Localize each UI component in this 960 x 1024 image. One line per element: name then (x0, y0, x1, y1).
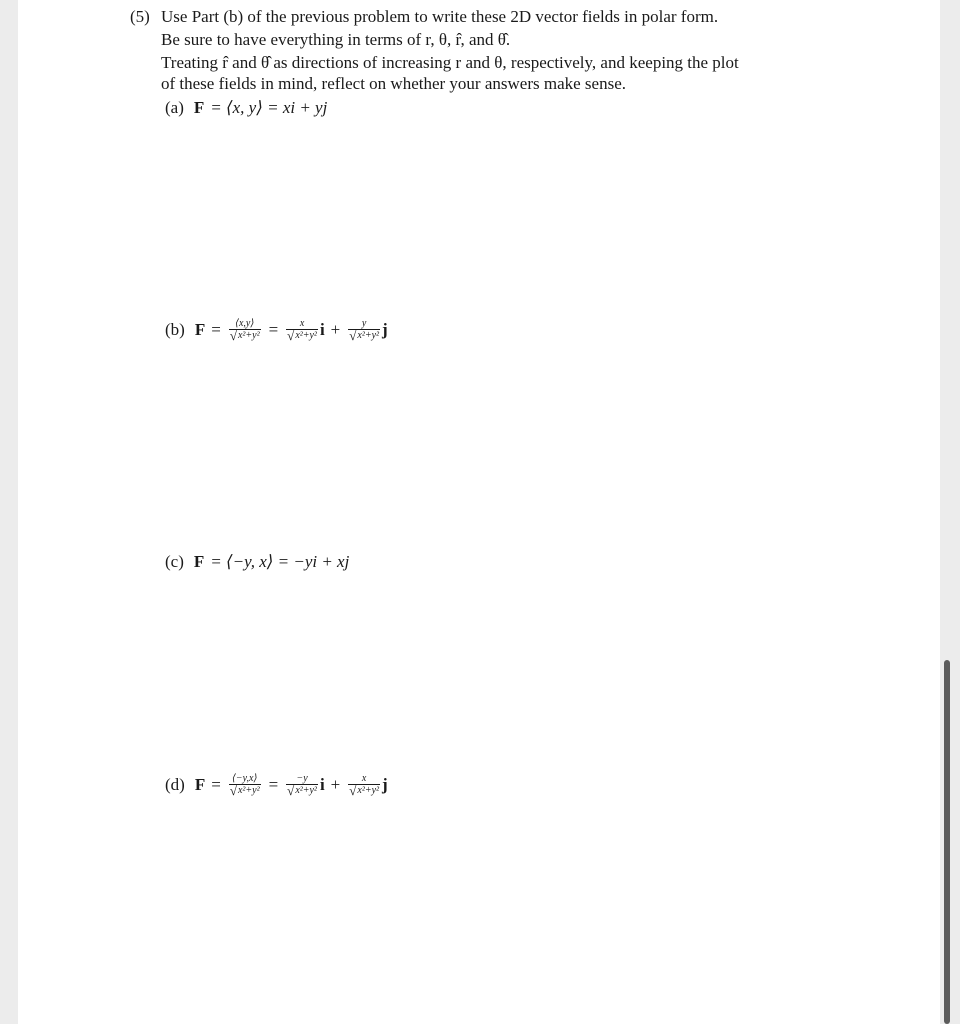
problem-line-1: Use Part (b) of the previous problem to write these 2D vector fields in polar form. (161, 7, 719, 26)
part-d-fraction-3 (348, 773, 380, 797)
part-b-radicand-2: x²+y² (295, 330, 317, 341)
part-b-radicand-1: x²+y² (237, 330, 260, 341)
sqrt-icon: √ (287, 328, 295, 343)
document-page (18, 0, 940, 1024)
part-a (165, 98, 333, 118)
problem-line-3: Treating r̂ and θ̂ as directions of increasing r and θ, respectively, and keeping the plot (161, 53, 739, 72)
part-d-radicand-2: x²+y² (295, 785, 317, 796)
part-b-label: (b) (165, 320, 185, 339)
part-a-equation: = ⟨x, y⟩ = xi + yj (210, 98, 328, 117)
part-d-denominator-2 (286, 784, 318, 797)
part-d-equals: = (211, 775, 221, 794)
part-d-numerator-2: −y (296, 773, 308, 784)
part-d-denominator-3 (348, 784, 380, 797)
part-a-label: (a) (165, 98, 184, 117)
part-d-radicand-3: x²+y² (357, 785, 380, 796)
part-b-denominator-2 (286, 329, 318, 342)
part-c-label: (c) (165, 552, 184, 571)
sqrt-icon: √ (229, 783, 237, 798)
part-b-plus: + (330, 320, 341, 339)
part-b-equals-2: = (268, 320, 279, 339)
sqrt-icon: √ (229, 328, 237, 343)
part-b-fraction-1 (229, 318, 261, 342)
part-b-radicand-3: x²+y² (357, 330, 380, 341)
part-c-field: F (193, 552, 205, 571)
part-d-fraction-1 (229, 773, 261, 797)
part-b-numerator-2: x (299, 318, 305, 329)
problem-line-4: of these fields in mind, reflect on whether your answers make sense. (161, 74, 626, 93)
part-d-denominator-1 (229, 784, 261, 797)
part-d-numerator-1: ⟨−y,x⟩ (232, 773, 258, 784)
part-d-field: F (194, 775, 206, 794)
part-b-denominator-1 (229, 329, 261, 342)
part-d-unit-j: j (382, 775, 388, 794)
part-d-radicand-1: x²+y² (237, 785, 260, 796)
part-b-denominator-3 (348, 329, 380, 342)
part-d-unit-i: i (319, 775, 325, 794)
part-d-numerator-3: x (361, 773, 367, 784)
part-a-field: F (193, 98, 205, 117)
problem-line-2: Be sure to have everything in terms of r, θ, r̂, and θ̂. (161, 30, 511, 49)
sqrt-icon: √ (349, 783, 357, 798)
problem-number: (5) (130, 7, 150, 26)
vertical-scrollbar[interactable] (944, 660, 950, 1024)
part-c-equation: = ⟨−y, x⟩ = −yi + xj (210, 552, 350, 571)
part-d (165, 773, 388, 797)
part-b-numerator-3: y (361, 318, 367, 329)
part-b (165, 318, 388, 342)
part-b-fraction-2 (286, 318, 318, 342)
part-b-unit-j: j (382, 320, 388, 339)
sqrt-icon: √ (287, 783, 295, 798)
part-c (165, 552, 355, 572)
part-b-fraction-3 (348, 318, 380, 342)
part-b-numerator-1: ⟨x,y⟩ (235, 318, 255, 329)
part-d-fraction-2 (286, 773, 318, 797)
part-b-equals: = (211, 320, 221, 339)
part-d-label: (d) (165, 775, 185, 794)
part-b-field: F (194, 320, 206, 339)
sqrt-icon: √ (349, 328, 357, 343)
part-d-equals-2: = (268, 775, 279, 794)
part-b-unit-i: i (319, 320, 325, 339)
part-d-plus: + (330, 775, 341, 794)
